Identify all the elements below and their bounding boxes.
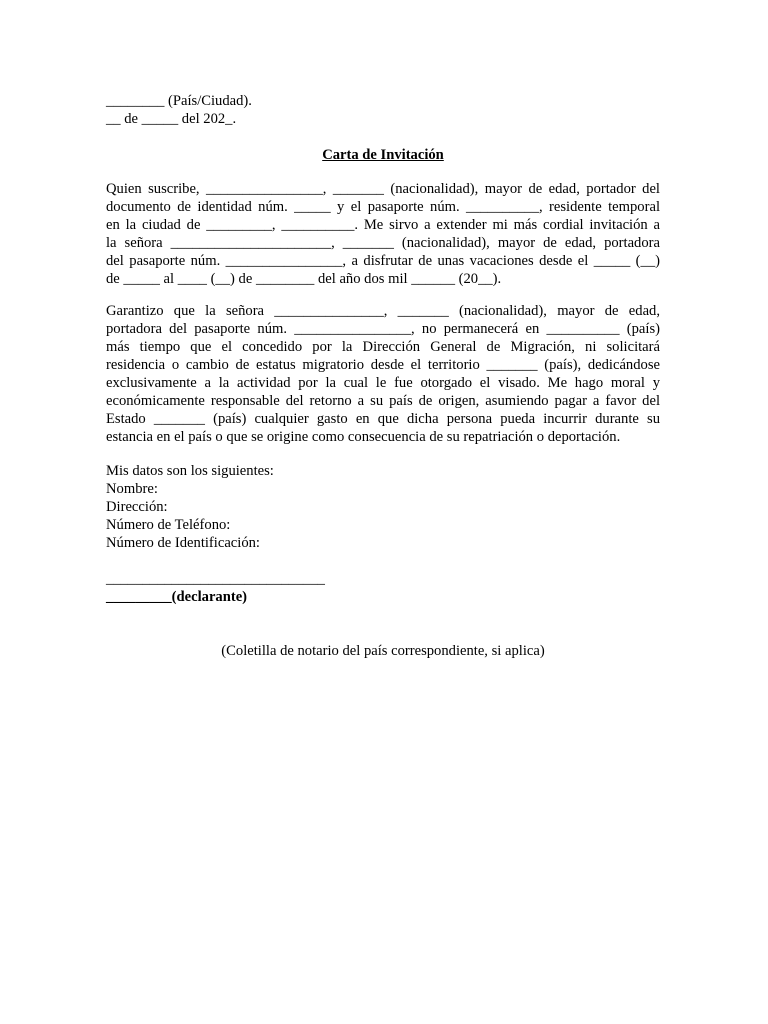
paragraph-line: económicamente responsable del retorno a su país de origen, asumiendo pagar a favor del [106, 393, 660, 409]
declarant-data [106, 462, 660, 552]
signature-label: _________(declarante) [106, 589, 248, 605]
notary-note: (Coletilla de notario del país correspondiente, si aplica) [221, 643, 545, 659]
paragraph-line: Garantizo que la señora _______________, _______ (nacionalidad), mayor de edad, [106, 303, 660, 319]
paragraph-line: estancia en el país o que se origine como consecuencia de su repatriación o deportación. [106, 429, 621, 445]
paragraph-line: en la ciudad de _________, __________. Me sirvo a extender mi más cordial invitación a [106, 217, 660, 233]
paragraph-line: de _____ al ____ (__) de ________ del año dos mil ______ (20__). [106, 271, 502, 287]
field-address-label: Dirección: [106, 499, 168, 515]
guarantee-paragraph [106, 302, 660, 446]
data-intro: Mis datos son los siguientes: [106, 463, 274, 479]
letter-page [106, 92, 660, 660]
field-id-label: Número de Identificación: [106, 535, 260, 551]
paragraph-line: Quien suscribe, ________________, _______ (nacionalidad), mayor de edad, portador del [106, 181, 660, 197]
field-phone-label: Número de Teléfono: [106, 517, 231, 533]
field-name-label: Nombre: [106, 481, 158, 497]
signature-line: ______________________________ [106, 571, 325, 587]
paragraph-line: documento de identidad núm. _____ y el pasaporte núm. __________, residente temporal [106, 199, 660, 215]
paragraph-line: exclusivamente a la actividad por la cual le fue otorgado el visado. Me hago moral y [106, 375, 660, 391]
date-line: __ de _____ del 202_. [106, 111, 237, 127]
paragraph-line: la señora ______________________, _______ (nacionalidad), mayor de edad, portadora [106, 235, 660, 251]
paragraph-line: residencia o cambio de estatus migratorio desde el territorio _______ (país), dedicándose [106, 357, 660, 373]
paragraph-line: portadora del pasaporte núm. ________________, no permanecerá en __________ (país) [106, 321, 660, 337]
letter-title: Carta de Invitación [322, 147, 444, 163]
location-line: ________ (País/Ciudad). [106, 93, 252, 109]
paragraph-line: del pasaporte núm. ________________, a disfrutar de unas vacaciones desde el _____ (__) [106, 253, 660, 269]
paragraph-line: más tiempo que el concedido por la Dirección General de Migración, ni solicitará [106, 339, 660, 355]
paragraph-line: Estado _______ (país) cualquier gasto en que dicha persona pueda incurrir durante su [106, 411, 660, 427]
invitation-paragraph [106, 180, 660, 288]
